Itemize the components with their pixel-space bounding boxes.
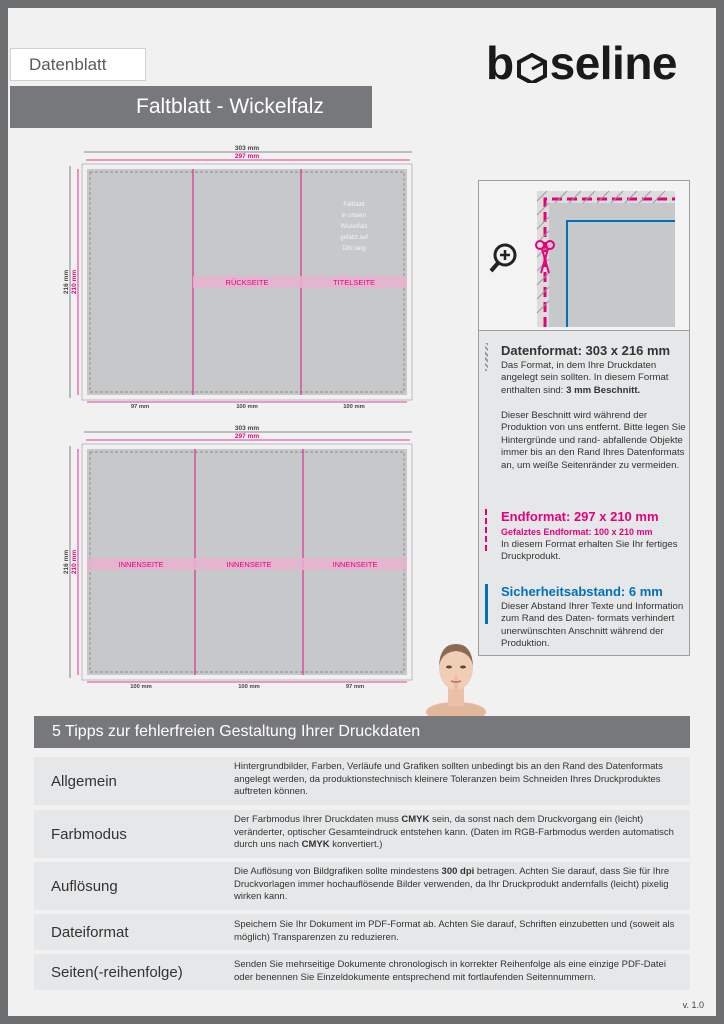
datenformat-text-bold: 3 mm Beschnitt. <box>566 384 641 396</box>
woman-face-photo <box>424 640 488 716</box>
tip-text-part: betragen. Achten Sie darauf, dass Sie für Ihre Druckvorlagen immer hochauflösende Bilder verwenden, da Ihr Druckprodukt andernfalls (leicht) pixelig wirken kann. <box>234 866 670 903</box>
bottom-final-width-label: 297 mm <box>234 433 260 440</box>
sicherheit-marker <box>485 584 488 624</box>
logo-text-end: seline <box>549 37 678 89</box>
tip-text <box>234 761 684 799</box>
fold-note-line: DIN lang <box>342 246 366 252</box>
endformat-title: Endformat: 297 x 210 mm <box>501 509 659 524</box>
bottom-folding-diagram <box>60 420 430 695</box>
tip-text-part: sein, da sonst nach dem Druckvorgang ein (leicht) veränderter, optischer Gesamteindruck entstehen kann. (Daten im RGB-Farbmodus werden automatisch durch uns nach <box>234 814 674 851</box>
datenblatt-tag: Datenblatt <box>10 48 146 81</box>
top-final-width-label: 297 mm <box>234 153 260 160</box>
top-folding-diagram <box>60 140 430 415</box>
bottom-final-height-label: 210 mm <box>71 549 78 575</box>
fold-note-line: gefalzt auf <box>340 235 368 241</box>
bottom-total-width-label: 303 mm <box>234 425 260 432</box>
tip-text-bold: CMYK <box>401 814 430 825</box>
tip-text-part: Senden Sie mehrseitige Dokumente chronologisch in korrekter Reihenfolge als eine einzige PDF-Datei oder benennen Sie Einzeldokumente entsprechend mit fortlaufenden Seitennummern. <box>234 959 666 983</box>
tip-row-aufloesung <box>34 862 690 910</box>
top-total-width-label: 303 mm <box>234 145 260 152</box>
tip-text-bold: CMYK <box>301 839 330 851</box>
datenformat-title: Datenformat: 303 x 216 mm <box>501 343 671 358</box>
tip-label: Auflösung <box>51 877 118 895</box>
top-col-width-label: 97 mm <box>130 404 150 410</box>
top-final-height-label: 210 mm <box>71 269 78 295</box>
sicherheit-title: Sicherheitsabstand: 6 mm <box>501 584 663 599</box>
tip-label: Seiten(-reihenfolge) <box>51 963 183 981</box>
tip-text-part: Hintergrundbilder, Farben, Verläufe und Grafiken sollten unbedingt bis an den Rand des Datenformats angelegt werden, da produktionstechnisch kleinere Toleranzen beim Schneiden Ihres Druckproduktes auftreten können. <box>234 761 663 798</box>
logo-text-start: b <box>486 37 514 89</box>
tip-label: Allgemein <box>51 772 117 790</box>
endformat-marker <box>485 509 487 551</box>
tip-text-part: Der Farbmodus Ihrer Druckdaten muss <box>234 814 402 825</box>
page-title: Faltblatt - Wickelfalz <box>10 86 372 128</box>
info-panel <box>478 180 690 656</box>
bottom-band-label: INNENSEITE <box>226 560 272 569</box>
tips-heading: 5 Tipps zur fehlerfreien Gestaltung Ihrer Druckdaten <box>34 716 690 748</box>
tip-text-part: Speichern Sie Ihr Dokument im PDF-Format ab. Achten Sie darauf, Schriften einzubetten und (soweit als möglich) Transparenzen zu reduzieren. <box>234 919 675 943</box>
tip-text <box>234 959 684 984</box>
tip-text <box>234 919 684 944</box>
tip-text-part: konvertiert.) <box>329 839 383 851</box>
endformat-subtitle: Gefalztes Endformat: 100 x 210 mm <box>501 527 653 537</box>
sicherheit-text: Dieser Abstand Ihrer Texte und Information zum Rand des Daten- formats verhindert unerwünschten Anschnitt während der Produktion. <box>501 601 684 650</box>
tip-row-dateiformat <box>34 914 690 950</box>
bottom-total-height-label: 216 mm <box>63 549 70 575</box>
fold-note-line: in unsem <box>341 213 367 219</box>
datenformat-text <box>501 360 686 397</box>
version-label: v. 1.0 <box>682 1000 704 1010</box>
tip-label: Farbmodus <box>51 825 127 843</box>
corner-detail-illustration <box>479 181 689 331</box>
tip-text-bold: 300 dpi <box>441 866 475 877</box>
fold-note-line: Wickelfalz <box>340 224 368 230</box>
hexagon-logo-icon <box>516 40 548 70</box>
tip-label: Dateiformat <box>51 923 129 941</box>
bottom-col-width-label: 100 mm <box>130 684 152 690</box>
tip-text <box>234 814 684 852</box>
tip-text <box>234 866 684 904</box>
top-total-height-label: 216 mm <box>63 269 70 295</box>
fold-note-line: Faltblatt <box>343 202 365 208</box>
tip-row-seiten <box>34 954 690 990</box>
top-col-width-label: 100 mm <box>236 404 258 410</box>
bottom-band-label: INNENSEITE <box>332 560 378 569</box>
bottom-col-width-label: 100 mm <box>238 684 260 690</box>
top-col-width-label: 100 mm <box>343 404 365 410</box>
datenformat-text-part: Das Format, in dem Ihre Druckdaten angelegt sein sollten. In diesem Format enthalten sind: <box>501 360 669 396</box>
beschnitt-text: Dieser Beschnitt wird während der Produktion von uns entfernt. Bitte legen Sie Hintergründe und rand- abfallende Objekte immer bis an den Rand Ihres Datenformats an, um weiße Seitenränder zu vermeiden. <box>501 410 686 471</box>
baseline-logo <box>486 36 677 90</box>
tip-row-farbmodus <box>34 810 690 858</box>
zoom-detail-box <box>479 181 689 331</box>
top-band-label: RÜCKSEITE <box>225 278 269 287</box>
endformat-text: In diesem Format erhalten Sie Ihr fertiges Druckprodukt. <box>501 539 678 563</box>
beschnitt-marker <box>485 343 488 371</box>
tip-row-allgemein <box>34 757 690 805</box>
bottom-band-label: INNENSEITE <box>118 560 164 569</box>
top-band-label: TITELSEITE <box>332 278 376 287</box>
bottom-col-width-label: 97 mm <box>345 684 365 690</box>
tip-text-part: Die Auflösung von Bildgrafiken sollte mindestens <box>234 866 442 877</box>
